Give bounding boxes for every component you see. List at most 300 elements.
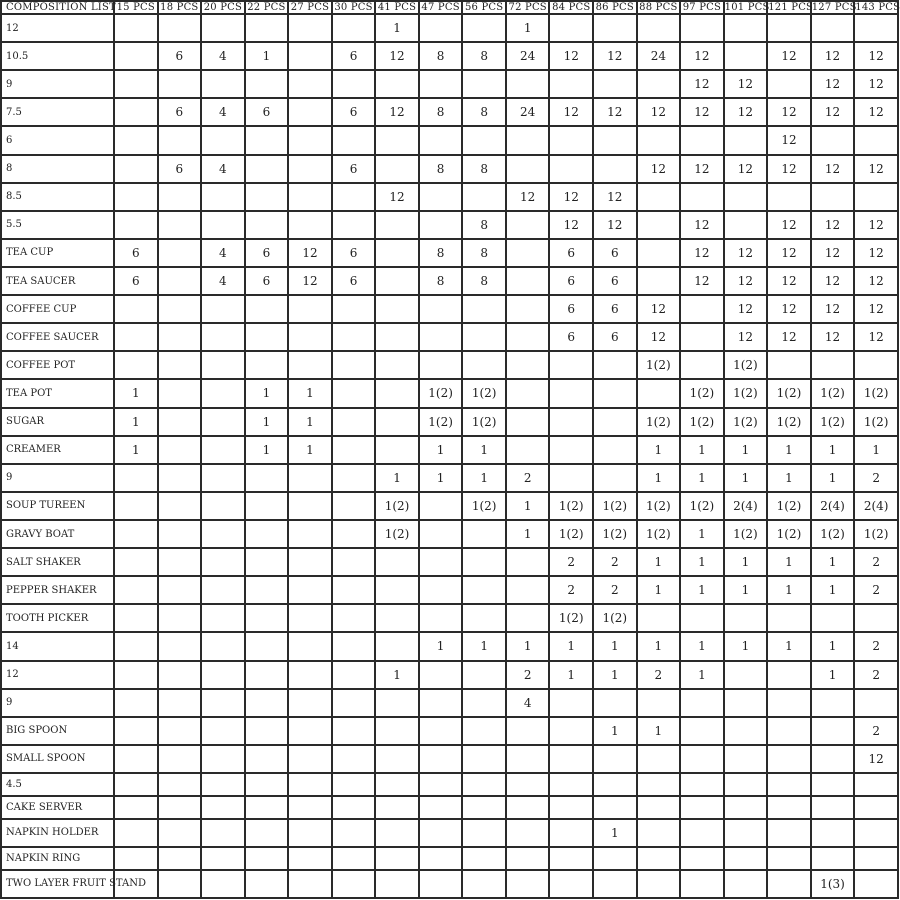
table-cell [332,689,376,717]
table-row [1,14,898,42]
table-cell [854,126,898,154]
table-cell: 1 [288,408,332,436]
table-cell [201,661,245,689]
table-cell: 1(2) [767,520,811,548]
table-row [1,379,898,407]
table-cell [593,70,637,98]
table-cell [506,819,550,847]
table-cell: 4 [201,98,245,126]
table-cell [637,379,681,407]
table-cell [201,819,245,847]
table-cell [680,745,724,773]
table-cell: 24 [637,42,681,70]
table-cell [506,155,550,183]
table-cell [201,576,245,604]
table-cell [201,796,245,819]
table-cell [245,211,289,239]
table-cell: 12 [854,239,898,267]
table-row [1,126,898,154]
table-cell [506,70,550,98]
table-cell [114,661,158,689]
table-cell [288,70,332,98]
table-cell [332,351,376,379]
table-cell [767,717,811,745]
table-cell [375,211,419,239]
row-label: 9 [1,70,114,98]
table-cell [375,717,419,745]
table-cell [114,14,158,42]
table-cell [158,632,202,660]
table-cell [332,604,376,632]
table-cell: 8 [419,239,463,267]
row-label: SMALL SPOON [1,745,114,773]
table-cell: 24 [506,42,550,70]
table-cell [201,70,245,98]
table-cell [201,604,245,632]
table-cell: 1(2) [811,408,855,436]
table-cell: 6 [114,239,158,267]
table-cell [854,689,898,717]
table-cell: 1 [593,661,637,689]
table-cell [245,492,289,520]
table-cell [462,126,506,154]
table-cell: 1 [637,436,681,464]
table-cell [637,14,681,42]
table-cell [245,351,289,379]
row-label: SALT SHAKER [1,548,114,576]
table-cell [724,773,768,796]
table-cell: 1 [811,436,855,464]
table-cell [375,408,419,436]
table-cell [549,689,593,717]
table-cell [332,576,376,604]
table-cell: 12 [767,42,811,70]
table-cell: 1(2) [724,351,768,379]
table-cell: 1 [245,42,289,70]
table-cell [158,717,202,745]
table-cell [767,689,811,717]
table-cell: 1 [680,436,724,464]
table-cell: 1 [549,661,593,689]
table-cell: 2 [854,717,898,745]
table-cell [637,870,681,898]
row-label: 6 [1,126,114,154]
table-cell [593,870,637,898]
column-header: 101 PCS [724,2,770,13]
table-cell [854,14,898,42]
table-cell: 12 [811,295,855,323]
table-cell [114,70,158,98]
table-cell [637,745,681,773]
table-cell [506,126,550,154]
table-cell [375,436,419,464]
table-cell [332,520,376,548]
table-cell [245,632,289,660]
table-cell [506,576,550,604]
table-cell: 12 [854,745,898,773]
table-cell: 1(2) [767,492,811,520]
table-cell [201,351,245,379]
table-cell [506,548,550,576]
table-cell: 12 [680,98,724,126]
table-cell: 1 [375,661,419,689]
table-cell [506,295,550,323]
table-cell [680,14,724,42]
table-cell [637,267,681,295]
table-cell [549,408,593,436]
table-cell [288,351,332,379]
table-cell: 4 [201,155,245,183]
column-header: 97 PCS [680,1,724,14]
table-cell: 1 [288,436,332,464]
table-cell [593,796,637,819]
table-cell: 1 [854,436,898,464]
table-cell: 1(2) [724,379,768,407]
header-row [1,1,898,14]
row-label: 12 [1,14,114,42]
table-cell: 1(2) [549,492,593,520]
table-cell: 1 [811,576,855,604]
table-cell [114,819,158,847]
table-cell [288,14,332,42]
table-cell: 1(2) [419,408,463,436]
table-cell: 1(2) [854,408,898,436]
table-cell [506,211,550,239]
table-cell [593,14,637,42]
table-cell [158,14,202,42]
table-row [1,98,898,126]
table-cell: 1 [680,548,724,576]
table-cell [419,796,463,819]
table-cell: 12 [811,155,855,183]
table-cell [462,548,506,576]
table-cell: 2(4) [854,492,898,520]
table-cell [724,14,768,42]
table-cell: 1 [637,464,681,492]
table-cell [114,548,158,576]
table-cell [462,520,506,548]
table-cell: 2(4) [811,492,855,520]
table-cell: 1 [680,520,724,548]
table-cell: 24 [506,98,550,126]
column-header: 30 PCS [332,1,376,14]
table-cell: 12 [854,295,898,323]
table-cell [158,520,202,548]
table-cell: 1(2) [462,379,506,407]
table-cell [637,847,681,870]
table-cell: 1(2) [637,492,681,520]
table-cell: 1(2) [549,604,593,632]
table-row [1,717,898,745]
table-cell [201,548,245,576]
table-cell: 12 [593,98,637,126]
table-cell: 1(2) [854,379,898,407]
table-cell [201,183,245,211]
table-cell [767,819,811,847]
row-label: 9 [1,689,114,717]
table-cell [201,211,245,239]
table-cell: 4 [201,239,245,267]
table-cell: 2 [506,464,550,492]
table-cell [549,717,593,745]
table-cell [506,870,550,898]
table-cell [854,819,898,847]
table-cell: 1 [419,632,463,660]
table-cell [419,870,463,898]
table-cell [245,464,289,492]
table-cell [245,847,289,870]
table-cell [419,14,463,42]
header-label: COMPOSITION LIST [1,1,114,14]
row-label: TEA SAUCER [1,267,114,295]
table-cell [245,661,289,689]
table-cell [114,520,158,548]
table-row [1,632,898,660]
table-cell [158,408,202,436]
table-cell: 1 [680,464,724,492]
row-label: NAPKIN HOLDER [1,819,114,847]
table-row [1,295,898,323]
table-cell [332,847,376,870]
table-row [1,323,898,351]
table-cell [332,632,376,660]
table-cell [332,323,376,351]
table-cell [114,847,158,870]
column-header: 143 PCS [855,2,900,13]
table-row [1,661,898,689]
table-cell [724,689,768,717]
table-cell: 1 [724,632,768,660]
table-cell: 1 [114,408,158,436]
table-cell [114,183,158,211]
table-cell [637,689,681,717]
table-cell [637,183,681,211]
table-cell [767,847,811,870]
table-cell [375,351,419,379]
table-cell: 12 [288,239,332,267]
table-cell [288,717,332,745]
table-cell [158,492,202,520]
table-cell [419,70,463,98]
table-cell [201,870,245,898]
row-label: 14 [1,632,114,660]
table-cell [158,796,202,819]
table-cell [288,183,332,211]
column-header: 84 PCS [549,1,593,14]
table-cell [506,351,550,379]
table-cell [375,239,419,267]
table-cell: 1 [637,576,681,604]
table-cell [288,689,332,717]
table-cell [114,295,158,323]
table-cell [462,796,506,819]
table-cell [245,323,289,351]
table-cell [593,745,637,773]
table-cell [245,576,289,604]
table-cell [114,604,158,632]
table-cell [332,379,376,407]
table-cell: 6 [332,42,376,70]
table-cell [114,351,158,379]
table-cell [549,436,593,464]
table-row [1,847,898,870]
table-cell [680,796,724,819]
table-cell: 2 [854,464,898,492]
table-cell [767,773,811,796]
table-cell [462,847,506,870]
table-cell: 12 [593,42,637,70]
table-row [1,464,898,492]
table-cell: 1 [245,379,289,407]
column-header: 88 PCS [637,1,681,14]
table-cell [332,745,376,773]
table-cell [637,211,681,239]
table-cell [724,717,768,745]
table-cell [811,351,855,379]
table-cell [114,796,158,819]
table-cell: 1 [462,436,506,464]
table-cell: 12 [811,239,855,267]
table-cell [288,98,332,126]
table-cell [680,689,724,717]
table-cell: 12 [811,98,855,126]
table-row [1,773,898,796]
table-cell: 12 [680,155,724,183]
table-cell [462,745,506,773]
table-cell [158,745,202,773]
table-cell: 1(2) [767,379,811,407]
table-cell [462,351,506,379]
table-cell: 6 [114,267,158,295]
table-cell [245,870,289,898]
table-cell: 1 [288,379,332,407]
table-cell: 1 [419,436,463,464]
table-cell [288,464,332,492]
table-cell [158,211,202,239]
table-cell: 8 [462,42,506,70]
table-cell [245,773,289,796]
table-cell [680,819,724,847]
row-label: SOUP TUREEN [1,492,114,520]
table-cell [201,408,245,436]
table-cell: 1 [375,464,419,492]
table-cell [245,819,289,847]
table-cell [419,548,463,576]
table-cell: 2 [854,632,898,660]
table-cell: 1 [811,632,855,660]
table-cell [680,183,724,211]
column-header: 127 PCS [811,2,857,13]
table-cell [637,70,681,98]
table-row [1,520,898,548]
table-cell [288,155,332,183]
table-cell: 1 [593,632,637,660]
table-cell [680,295,724,323]
table-cell: 12 [680,42,724,70]
table-cell [201,464,245,492]
table-cell: 12 [811,323,855,351]
table-cell [637,773,681,796]
table-cell [549,796,593,819]
column-header: 22 PCS [245,1,289,14]
table-cell: 1(2) [724,408,768,436]
row-label: BIG SPOON [1,717,114,745]
table-cell [288,604,332,632]
table-cell: 12 [724,295,768,323]
table-cell [724,211,768,239]
table-cell [201,379,245,407]
table-cell: 12 [549,211,593,239]
table-cell [767,604,811,632]
table-cell [549,773,593,796]
table-cell [767,183,811,211]
table-cell [375,870,419,898]
table-cell [158,464,202,492]
table-cell [680,773,724,796]
table-cell: 12 [767,323,811,351]
table-cell [114,211,158,239]
table-cell [375,604,419,632]
table-cell [680,870,724,898]
table-cell [462,661,506,689]
row-label: 5.5 [1,211,114,239]
table-cell [332,126,376,154]
table-cell [854,604,898,632]
table-cell: 1 [637,548,681,576]
table-cell: 1 [767,632,811,660]
table-cell: 6 [332,239,376,267]
table-cell [245,604,289,632]
table-cell: 8 [419,267,463,295]
row-label: PEPPER SHAKER [1,576,114,604]
table-cell [375,847,419,870]
table-cell: 6 [332,98,376,126]
table-row [1,604,898,632]
table-cell [506,239,550,267]
table-cell: 8 [419,42,463,70]
table-cell [375,379,419,407]
column-header: 121 PCS [768,2,814,13]
row-label: 9 [1,464,114,492]
table-cell [245,745,289,773]
table-cell: 12 [767,267,811,295]
table-cell: 1 [375,14,419,42]
table-cell [375,819,419,847]
row-label: GRAVY BOAT [1,520,114,548]
table-cell [332,492,376,520]
table-cell [767,70,811,98]
table-cell [593,464,637,492]
table-cell [114,632,158,660]
table-cell: 1 [637,632,681,660]
table-cell: 1(2) [462,492,506,520]
table-cell [724,870,768,898]
table-cell [549,14,593,42]
table-cell: 4 [201,42,245,70]
table-cell: 8 [419,98,463,126]
table-cell [811,689,855,717]
table-cell [811,819,855,847]
table-cell: 1 [724,576,768,604]
table-cell: 6 [549,295,593,323]
table-cell [288,870,332,898]
table-cell [288,796,332,819]
table-cell: 12 [811,211,855,239]
table-cell [245,295,289,323]
table-cell [462,773,506,796]
table-cell [375,323,419,351]
table-cell: 1 [114,379,158,407]
